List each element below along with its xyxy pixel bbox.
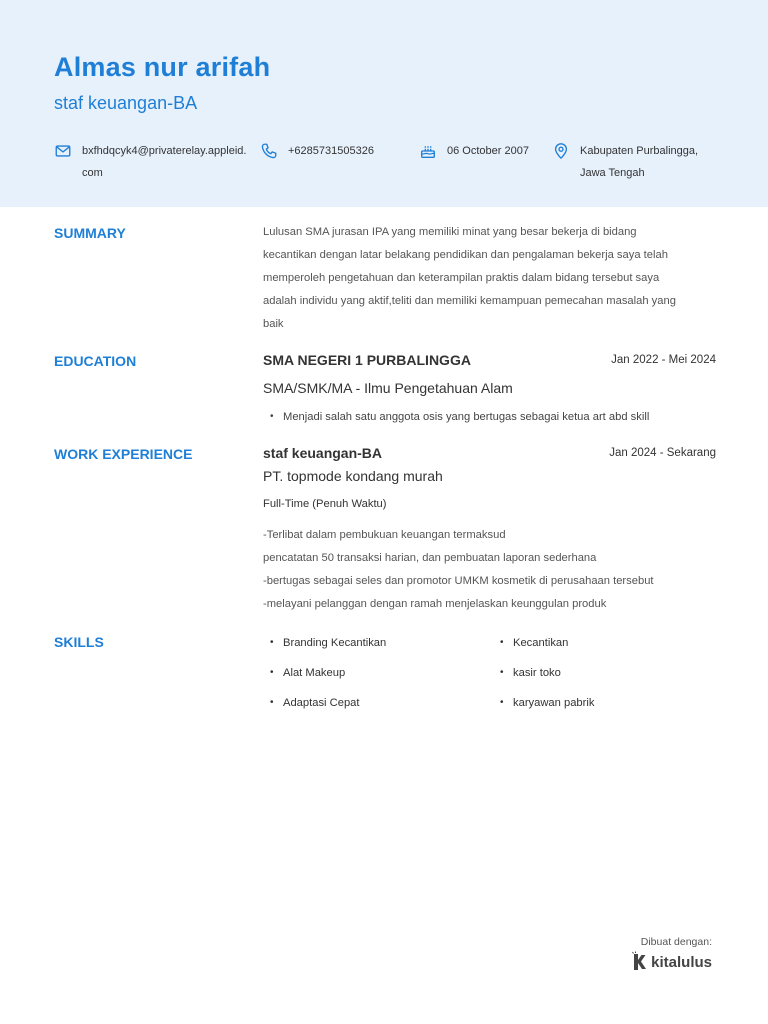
work-description-line: -melayani pelanggan dengan ramah menjelaskan keunggulan produk: [263, 598, 607, 610]
work-dates: Jan 2024 - Sekarang: [609, 447, 716, 459]
contact-email: [54, 140, 254, 184]
work-description-line: -bertugas sebagai seles dan promotor UMKM kosmetik di perusahaan tersebut: [263, 575, 654, 587]
contact-phone: [260, 140, 410, 162]
summary-text: [263, 221, 723, 336]
summary-line: Lulusan SMA jurasan IPA yang memiliki minat yang besar bekerja di bidang: [263, 226, 637, 238]
education-bullets: [270, 402, 649, 432]
candidate-role: staf keuangan-BA: [54, 93, 198, 113]
footer-label: Dibuat dengan:: [640, 936, 712, 948]
skill-item: • Branding Kecantikan: [270, 635, 386, 665]
work-employment-type: Full-Time (Penuh Waktu): [263, 498, 387, 510]
candidate-name: Almas nur arifah: [54, 52, 271, 82]
work-heading: WORK EXPERIENCE: [54, 446, 193, 462]
work-job-title: staf keuangan-BA: [263, 445, 383, 461]
email-line-2: com: [82, 167, 103, 179]
summary-heading: SUMMARY: [54, 225, 126, 241]
skill-item: • Adaptasi Cepat: [270, 695, 386, 725]
skills-heading: SKILLS: [54, 634, 104, 650]
skill-item: • kasir toko: [500, 665, 594, 695]
brand-name: kitalulus: [651, 953, 712, 971]
education-bullet: • Menjadi salah satu anggota osis yang bertugas sebagai ketua art abd skill: [270, 402, 649, 432]
map-pin-icon: [552, 142, 570, 160]
birthday-cake-icon: [419, 142, 437, 160]
footer-branding: [614, 936, 714, 976]
skill-item: • karyawan pabrik: [500, 695, 594, 725]
summary-line: adalah individu yang aktif,teliti dan memiliki kemampuan pemecahan masalah yang: [263, 295, 676, 307]
envelope-icon: [54, 142, 72, 160]
education-heading: EDUCATION: [54, 353, 137, 369]
summary-line: memperoleh pengetahuan dan keterampilan praktis dalam bidang tersebut saya: [263, 272, 660, 284]
work-description: [263, 524, 733, 616]
kitalulus-logo-icon: [631, 951, 649, 973]
education-school: SMA NEGERI 1 PURBALINGGA: [263, 352, 471, 368]
skills-list-left: [270, 635, 386, 725]
contact-dob: [419, 140, 559, 162]
brand-logo: [631, 951, 712, 973]
work-description-line: pencatatan 50 transaksi harian, dan pembuatan laporan sederhana: [263, 552, 597, 564]
skill-item: • Alat Makeup: [270, 665, 386, 695]
summary-line: kecantikan dengan latar belakang pendidikan dan pengalaman bekerja saya telah: [263, 249, 668, 261]
resume-header: [0, 0, 768, 207]
contact-location: [552, 140, 742, 184]
date-of-birth: 06 October 2007: [447, 145, 529, 157]
location-line-1: Kabupaten Purbalingga,: [580, 145, 699, 157]
education-degree: SMA/SMK/MA - Ilmu Pengetahuan Alam: [263, 380, 513, 396]
work-description-line: -Terlibat dalam pembukuan keuangan termaksud: [263, 529, 506, 541]
skills-list-right: [500, 635, 594, 725]
phone-number: +6285731505326: [288, 145, 374, 157]
phone-icon: [260, 142, 278, 160]
email-line-1: bxfhdqcyk4@privaterelay.appleid.: [82, 145, 247, 157]
education-dates: Jan 2022 - Mei 2024: [611, 354, 716, 366]
summary-line: baik: [263, 318, 284, 330]
skill-item: • Kecantikan: [500, 635, 594, 665]
location-line-2: Jawa Tengah: [580, 167, 645, 179]
work-company: PT. topmode kondang murah: [263, 468, 443, 484]
